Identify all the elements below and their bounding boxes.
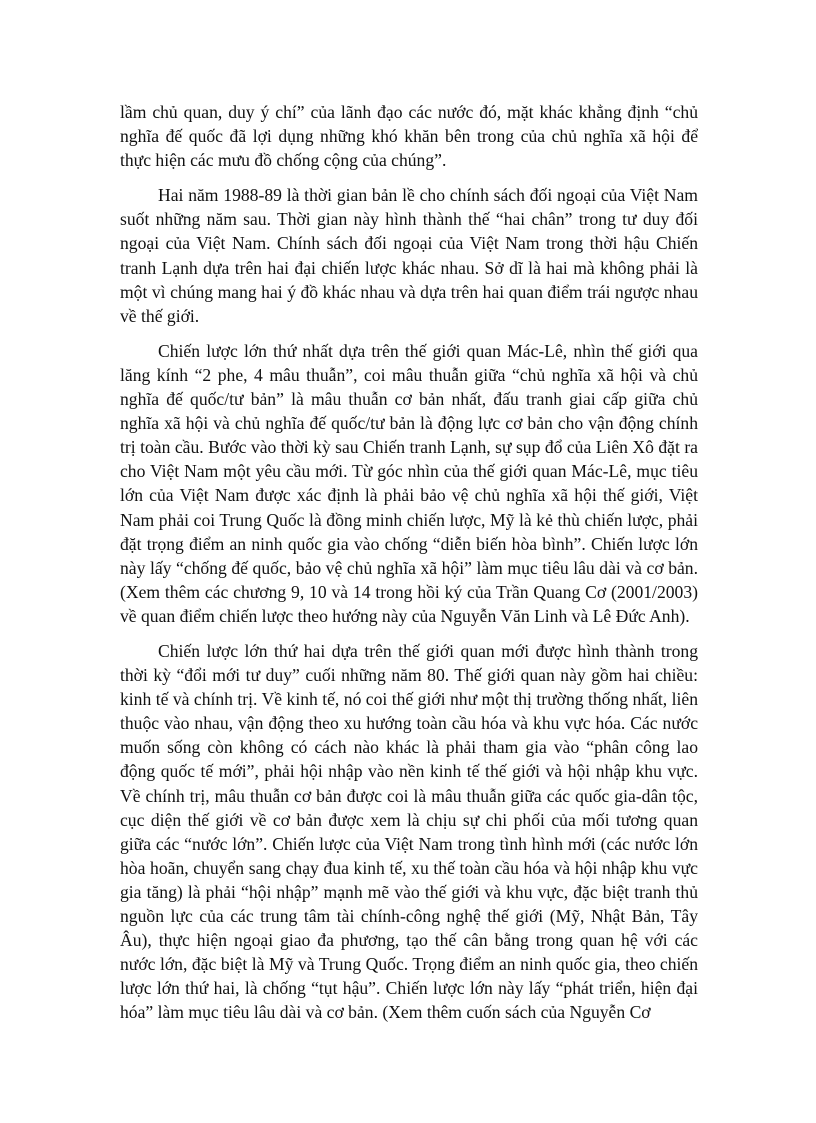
paragraph-continued: lầm chủ quan, duy ý chí” của lãnh đạo các nước đó, mặt khác khẳng định “chủ nghĩa đế quốc đã lợi dụng những khó khăn bên trong của chủ nghĩa xã hội để thực hiện các mưu đồ chống cộng của chúng”. <box>120 102 698 171</box>
paragraph-1988-89: Hai năm 1988-89 là thời gian bản lề cho chính sách đối ngoại của Việt Nam suốt những năm sau. Thời gian này hình thành thế “hai chân” trong tư duy đối ngoại của Việt Nam. Chính sách đối ngoại của Việt Nam trong thời hậu Chiến tranh Lạnh dựa trên hai đại chiến lược khác nhau. Sở dĩ là hai mà không phải là một vì chúng mang hai ý đồ khác nhau và dựa trên hai quan điểm trái ngược nhau về thế giới. <box>120 185 698 326</box>
body-text <box>120 100 698 1035</box>
paragraph-second-strategy: Chiến lược lớn thứ hai dựa trên thế giới quan mới được hình thành trong thời kỳ “đổi mới tư duy” cuối những năm 80. Thế giới quan này gồm hai chiều: kinh tế và chính trị. Về kinh tế, nó coi thế giới như một thị trường thống nhất, liên thuộc vào nhau, vận động theo xu hướng toàn cầu hóa và khu vực hóa. Các nước muốn sống còn không có cách nào khác là phải tham gia vào “phân công lao động quốc tế mới”, phải hội nhập vào nền kinh tế thế giới và hội nhập khu vực. Về chính trị, mâu thuẫn cơ bản được coi là mâu thuẫn giữa các quốc gia-dân tộc, cục diện thế giới về cơ bản được xem là chịu sự chi phối của mối tương quan giữa các “nước lớn”. Chiến lược của Việt Nam trong tình hình mới (các nước lớn hòa hoãn, chuyển sang chạy đua kinh tế, xu thế toàn cầu hóa và hội nhập khu vực gia tăng) là phải “hội nhập” mạnh mẽ vào thế giới và khu vực, đặc biệt tranh thủ nguồn lực của các trung tâm tài chính-công nghệ thế giới (Mỹ, Nhật Bản, Tây Âu), thực hiện ngoại giao đa phương, tạo thế cân bằng trong quan hệ với các nước lớn, đặc biệt là Mỹ và Trung Quốc. Trọng điểm an ninh quốc gia, theo chiến lược lớn thứ hai, là chống “tụt hậu”. Chiến lược lớn này lấy “phát triển, hiện đại hóa” làm mục tiêu lâu dài và cơ bản. (Xem thêm cuốn sách của Nguyễn Cơ <box>120 640 698 1023</box>
paragraph-first-strategy: Chiến lược lớn thứ nhất dựa trên thế giới quan Mác-Lê, nhìn thế giới qua lăng kính “2 phe, 4 mâu thuẫn”, coi mâu thuẫn giữa “chủ nghĩa xã hội và chủ nghĩa đế quốc/tư bản” là mâu thuẫn cơ bản nhất, đấu tranh giai cấp giữa chủ nghĩa xã hội và chủ nghĩa đế quốc/tư bản là động lực cơ bản cho vận động chính trị toàn cầu. Bước vào thời kỳ sau Chiến tranh Lạnh, sự sụp đổ của Liên Xô đặt ra cho Việt Nam một yêu cầu mới. Từ góc nhìn của thế giới quan Mác-Lê, mục tiêu lớn của Việt Nam được xác định là phải bảo vệ chủ nghĩa xã hội thế giới, Việt Nam phải coi Trung Quốc là đồng minh chiến lược, Mỹ là kẻ thù chiến lược, phải đặt trọng điểm an ninh quốc gia vào chống “diễn biến hòa bình”. Chiến lược lớn này lấy “chống đế quốc, bảo vệ chủ nghĩa xã hội” làm mục tiêu lâu dài và cơ bản. (Xem thêm các chương 9, 10 và 14 trong hồi ký của Trần Quang Cơ (2001/2003) về quan điểm chiến lược theo hướng này của Nguyễn Văn Linh và Lê Đức Anh). <box>120 340 698 626</box>
